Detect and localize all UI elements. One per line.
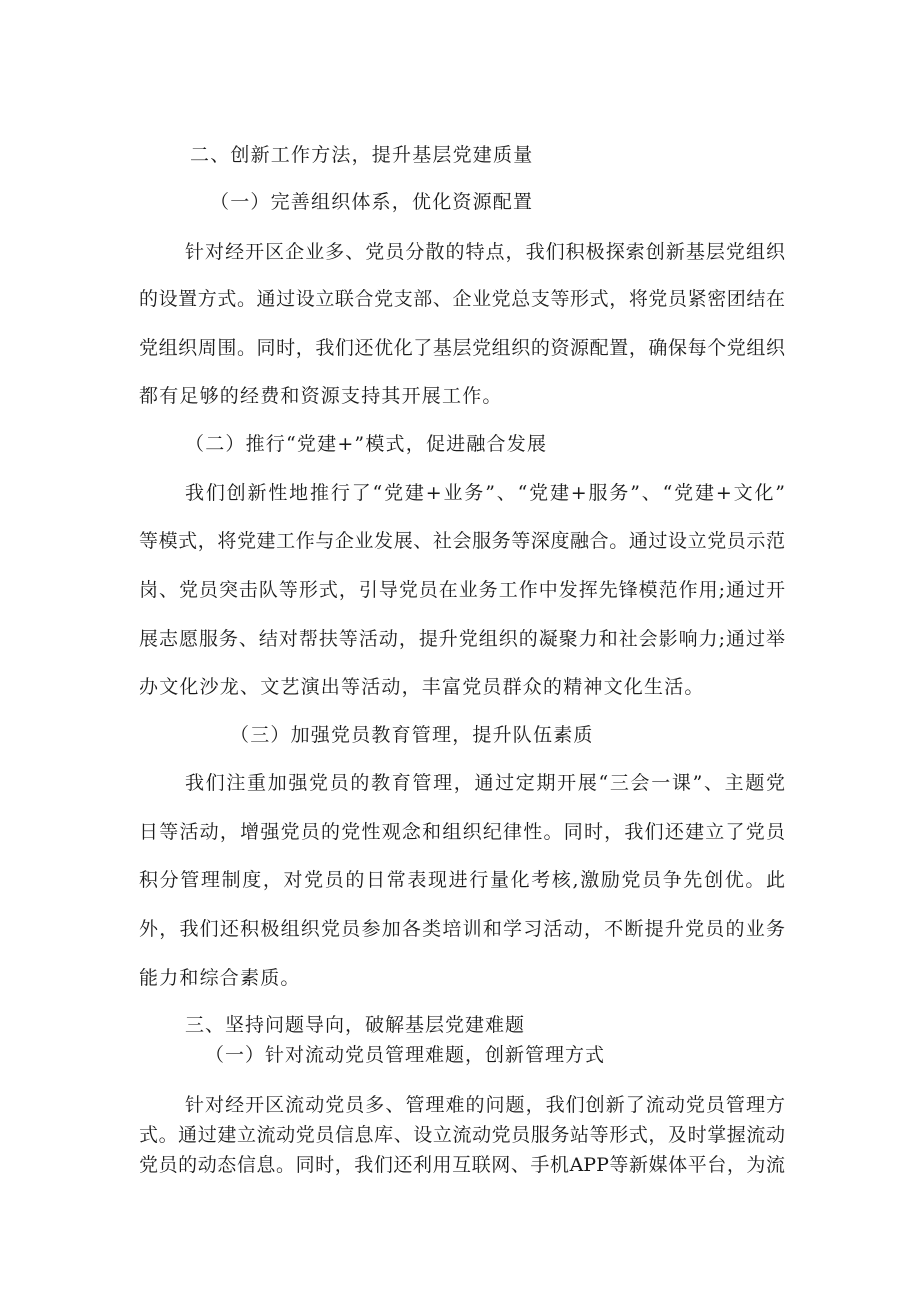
subsection-heading: （一）完善组织体系，优化资源配置 xyxy=(210,191,534,213)
section-heading: 二、创新工作方法，提升基层党建质量 xyxy=(190,144,534,166)
paragraph-line: 展志愿服务、结对帮扶等活动，提升党组织的凝聚力和社会影响力;通过举 xyxy=(139,628,785,650)
paragraph-line: 岗、党员突击队等形式，引导党员在业务工作中发挥先锋模范作用;通过开 xyxy=(139,579,785,601)
paragraph-line: 等模式，将党建工作与企业发展、社会服务等深度融合。通过设立党员示范 xyxy=(139,530,785,552)
paragraph-line: 办文化沙龙、文艺演出等活动，丰富党员群众的精神文化生活。 xyxy=(139,676,705,698)
section-heading: 三、坚持问题导向，破解基层党建难题 xyxy=(185,1014,526,1036)
paragraph-line: 我们注重加强党员的教育管理，通过定期开展“三会一课”、主题党 xyxy=(185,772,785,794)
paragraph-line: 式。通过建立流动党员信息库、设立流动党员服务站等形式，及时掌握流动 xyxy=(139,1124,785,1146)
subsection-heading: （一）针对流动党员管理难题，创新管理方式 xyxy=(205,1044,606,1066)
paragraph-line: 党员的动态信息。同时，我们还利用互联网、手机APP等新媒体平台，为流 xyxy=(139,1154,785,1176)
paragraph-line: 都有足够的经费和资源支持其开展工作。 xyxy=(139,385,503,407)
paragraph-line: 外，我们还积极组织党员参加各类培训和学习活动，不断提升党员的业务 xyxy=(139,918,785,940)
paragraph-line: 能力和综合素质。 xyxy=(139,967,301,989)
subsection-heading: （三）加强党员教育管理，提升队伍素质 xyxy=(230,724,594,746)
paragraph-line: 积分管理制度，对党员的日常表现进行量化考核,激励党员争先创优。此 xyxy=(139,869,785,891)
paragraph-line: 的设置方式。通过设立联合党支部、企业党总支等形式，将党员紧密团结在 xyxy=(139,288,785,310)
subsection-heading: （二）推行“党建+”模式，促进融合发展 xyxy=(185,433,548,455)
paragraph-line: 针对经开区流动党员多、管理难的问题，我们创新了流动党员管理方 xyxy=(185,1094,785,1116)
paragraph-line: 针对经开区企业多、党员分散的特点，我们积极探索创新基层党组织 xyxy=(185,241,785,263)
paragraph-line: 我们创新性地推行了“党建+业务”、“党建+服务”、“党建+文化” xyxy=(185,482,785,504)
paragraph-line: 日等活动，增强党员的党性观念和组织纪律性。同时，我们还建立了党员 xyxy=(139,821,785,843)
paragraph-line: 党组织周围。同时，我们还优化了基层党组织的资源配置，确保每个党组织 xyxy=(139,337,785,359)
